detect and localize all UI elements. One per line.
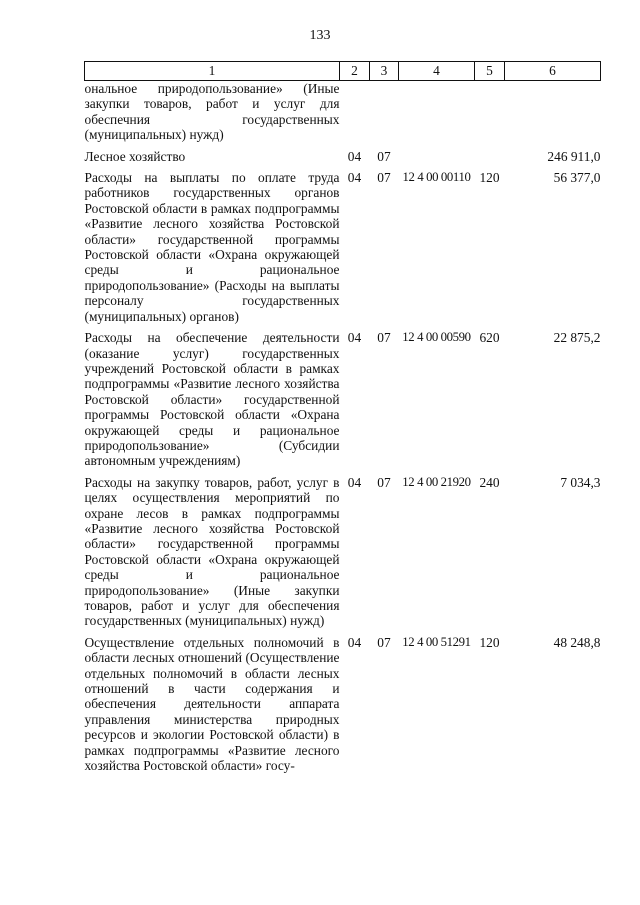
row-expense-type: 120 <box>479 634 500 650</box>
row-amount <box>505 81 601 143</box>
row-section: 04 <box>347 170 362 186</box>
table-row <box>85 635 601 774</box>
row-description: Расходы на закупку товаров, работ, услуг в целях осуществления мероприятий по охране лесов в рамках подпрограммы «Развитие лесного хозяйства Ростовской области» государственной программы Ростовской области «Охрана окружающей среды и рациональное природопользование» (Иные закупки товаров, работ и услуг для обеспечения государственных (муниципальных) нужд) <box>84 474 340 629</box>
table-row <box>85 149 601 164</box>
table-row <box>85 170 601 324</box>
row-description: Лесное хозяйство <box>84 148 186 164</box>
row-target-article: 12 4 00 21920 <box>402 474 471 489</box>
row-target-article <box>399 81 475 143</box>
column-header-1: 1 <box>85 62 340 81</box>
column-header-3: 3 <box>370 62 399 81</box>
page-number: 133 <box>309 28 331 43</box>
table-row <box>85 475 601 629</box>
table-body <box>85 81 601 774</box>
row-section: 04 <box>347 474 362 490</box>
row-amount: 48 248,8 <box>553 634 601 650</box>
row-target-article: 12 4 00 51291 <box>402 634 471 649</box>
row-description: Расходы на обеспечение деятельности (оказание услуг) государственных учреждений Ростовской области в рамках подпрограммы «Развитие лесного хозяйства Ростовской области» государственной программы Ростовской области «Охрана окружающей среды и рациональное природопользование» (Субсидии автономным учреждениям) <box>84 330 340 469</box>
column-header-4: 4 <box>399 62 475 81</box>
row-expense-type <box>475 149 505 164</box>
row-target-article: 12 4 00 00110 <box>402 170 471 185</box>
table-header <box>85 62 601 81</box>
row-subsection: 07 <box>377 634 391 650</box>
row-subsection: 07 <box>377 148 391 164</box>
row-expense-type: 240 <box>479 474 500 490</box>
row-subsection: 07 <box>377 170 391 186</box>
table-row <box>85 81 601 143</box>
column-header-5: 5 <box>475 62 505 81</box>
row-description: Осуществление отдельных полномочий в области лесных отношений (Осуществление отдельных полномочий в области лесных отношений в части содержания и обеспечения деятельности аппарата управления министерства природных ресурсов и экологии Ростовской области) в рамках подпрограммы «Развитие лесного хозяйства Ростовской области» госу- <box>84 634 340 774</box>
row-amount: 246 911,0 <box>547 148 601 164</box>
table-row <box>85 330 601 469</box>
row-expense-type <box>475 81 505 143</box>
row-expense-type: 620 <box>479 330 500 346</box>
row-description: ональное природопользование» (Иные закупки товаров, работ и услуг для обеспечния государственных (муниципальных) нужд) <box>84 81 340 143</box>
budget-table <box>84 61 601 773</box>
row-subsection: 07 <box>377 474 391 490</box>
row-amount: 56 377,0 <box>553 170 601 186</box>
row-section: 04 <box>347 330 362 346</box>
row-amount: 7 034,3 <box>560 474 601 490</box>
header-row <box>85 62 601 81</box>
row-target-article: 12 4 00 00590 <box>402 330 471 345</box>
column-header-2: 2 <box>340 62 370 81</box>
row-amount: 22 875,2 <box>553 330 601 346</box>
row-description: Расходы на выплаты по оплате труда работников государственных органов Ростовской области в рамках подпрограммы «Развитие лесного хозяйства Ростовской области» государственной программы Ростовской области «Охрана окружающей среды и рациональное природопользование» (Расходы на выплаты персоналу государственных (муниципальных) органов) <box>84 170 340 324</box>
row-section <box>340 81 370 143</box>
row-section: 04 <box>347 148 362 164</box>
row-target-article <box>399 149 475 164</box>
row-section: 04 <box>347 634 362 650</box>
row-expense-type: 120 <box>479 170 500 186</box>
column-header-6: 6 <box>505 62 601 81</box>
row-subsection <box>370 81 399 143</box>
row-subsection: 07 <box>377 330 391 346</box>
